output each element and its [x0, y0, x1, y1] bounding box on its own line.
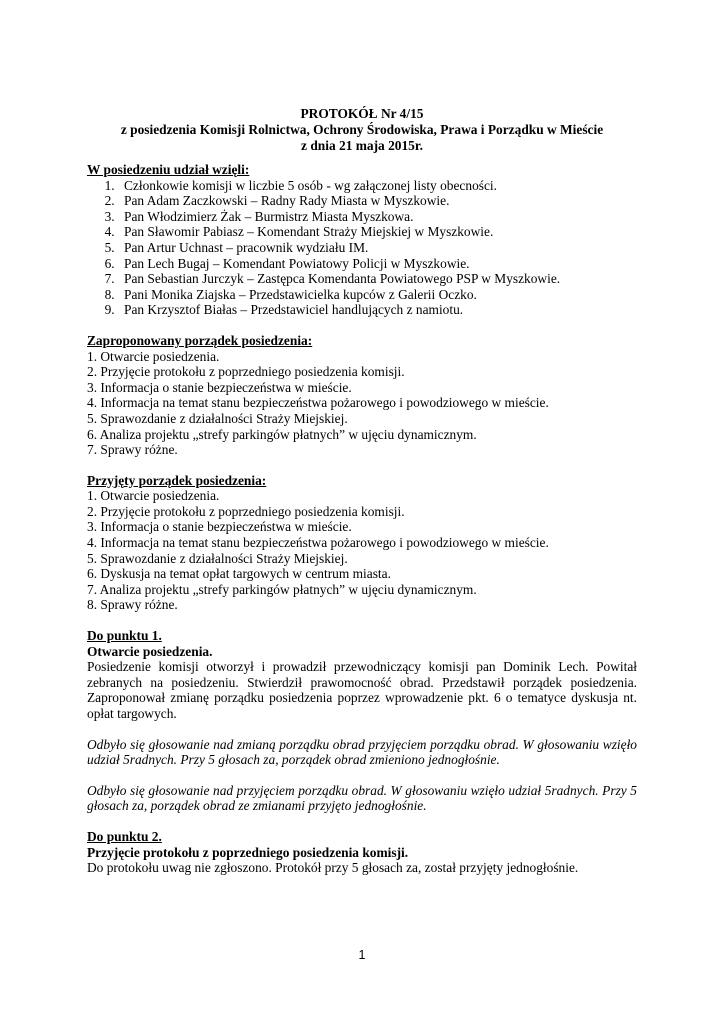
list-item: 1. Otwarcie posiedzenia.: [87, 348, 220, 364]
point2-body: Do protokołu uwag nie zgłoszono. Protokół przy 5 głosach za, został przyjęty jednogłośnie.: [87, 860, 579, 876]
list-item: 2. Przyjęcie protokołu z poprzedniego posiedzenia komisji.: [87, 364, 405, 380]
list-item: 9. Pan Krzysztof Białas – Przedstawiciel handlujących z namiotu.: [118, 302, 637, 318]
list-item: 5. Pan Artur Uchnast – pracownik wydziału IM.: [118, 240, 637, 256]
list-item: 7. Sprawy różne.: [87, 442, 178, 458]
point2-heading: Do punktu 2.: [87, 828, 162, 844]
list-item: 1. Otwarcie posiedzenia.: [87, 488, 220, 504]
list-item: 5. Sprawozdanie z działalności Straży Miejskiej.: [87, 550, 348, 566]
list-item: 4. Informacja na temat stanu bezpieczeństwa pożarowego i powodziowego w mieście.: [87, 395, 549, 411]
protocol-date: z dnia 21 maja 2015r.: [301, 138, 423, 153]
list-item: 6. Dyskusja na temat opłat targowych w centrum miasta.: [87, 566, 391, 582]
list-item: 6. Analiza projektu „strefy parkingów płatnych” w ujęciu dynamicznym.: [87, 426, 477, 442]
protocol-title: PROTOKÓŁ Nr 4/15: [300, 106, 424, 121]
list-item: 3. Informacja o stanie bezpieczeństwa w mieście.: [87, 519, 352, 535]
list-item: 3. Informacja o stanie bezpieczeństwa w mieście.: [87, 379, 352, 395]
list-item: 3. Pan Włodzimierz Żak – Burmistrz Miasta Myszkowa.: [118, 209, 637, 225]
point1-heading: Do punktu 1.: [87, 628, 162, 644]
point1-body: Posiedzenie komisji otworzył i prowadził przewodniczący komisji pan Dominik Lech. Powitał zebranych na posiedzeniu. Stwierdził prawomocność obrad. Przedstawił porządek posiedzenia. Zaproponował zmianę porządku posiedzenia poprzez wprowadzenie pkt. 6 o tematyce dyskusja nt. opłat targowych.: [87, 659, 637, 721]
list-item: 2. Pan Adam Zaczkowski – Radny Rady Miasta w Myszkowie.: [118, 193, 637, 209]
list-item: 4. Pan Sławomir Pabiasz – Komendant Straży Miejskiej w Myszkowie.: [118, 224, 637, 240]
point1-vote2: Odbyło się głosowanie nad przyjęciem porządku obrad. W głosowaniu wzięło udział 5radnych. Przy 5 głosach za, porządek obrad ze zmianami przyjęto jednogłośnie.: [87, 782, 637, 814]
list-item: 8. Pani Monika Ziajska – Przedstawicielka kupców z Galerii Oczko.: [118, 287, 637, 303]
list-item: 6. Pan Lech Bugaj – Komendant Powiatowy Policji w Myszkowie.: [118, 256, 637, 272]
point1-subheading: Otwarcie posiedzenia.: [87, 643, 213, 659]
page-number: 1: [358, 948, 366, 962]
list-item: 7. Analiza projektu „strefy parkingów płatnych” w ujęciu dynamicznym.: [87, 581, 477, 597]
document-header: [0, 106, 724, 154]
list-item: 1. Członkowie komisji w liczbie 5 osób - wg załączonej listy obecności.: [118, 178, 637, 194]
list-item: 5. Sprawozdanie z działalności Straży Miejskiej.: [87, 410, 348, 426]
document-body: [87, 162, 637, 876]
point1-vote1: Odbyło się głosowanie nad zmianą porządku obrad przyjęciem porządku obrad. W głosowaniu wzięło udział 5radnych. Przy 5 głosach za, porządek obrad zmieniono jednogłośnie.: [87, 736, 637, 768]
list-item: 2. Przyjęcie protokołu z poprzedniego posiedzenia komisji.: [87, 503, 405, 519]
list-item: 4. Informacja na temat stanu bezpieczeństwa pożarowego i powodziowego w mieście.: [87, 535, 549, 551]
protocol-subtitle: z posiedzenia Komisji Rolnictwa, Ochrony Środowiska, Prawa i Porządku w Mieście: [120, 122, 604, 137]
accepted-agenda-list: [87, 488, 637, 613]
participants-heading: W posiedzeniu udział wzięli:: [87, 162, 250, 177]
accepted-agenda-heading: Przyjęty porządek posiedzenia:: [87, 472, 267, 488]
list-item: 7. Pan Sebastian Jurczyk – Zastępca Komendanta Powiatowego PSP w Myszkowie.: [118, 271, 637, 287]
proposed-agenda-heading: Zaproponowany porządek posiedzenia:: [87, 332, 313, 348]
list-item: 8. Sprawy różne.: [87, 597, 178, 613]
participants-list: [87, 178, 637, 318]
point2-subheading: Przyjęcie protokołu z poprzedniego posiedzenia komisji.: [87, 844, 409, 860]
proposed-agenda-list: [87, 349, 637, 458]
